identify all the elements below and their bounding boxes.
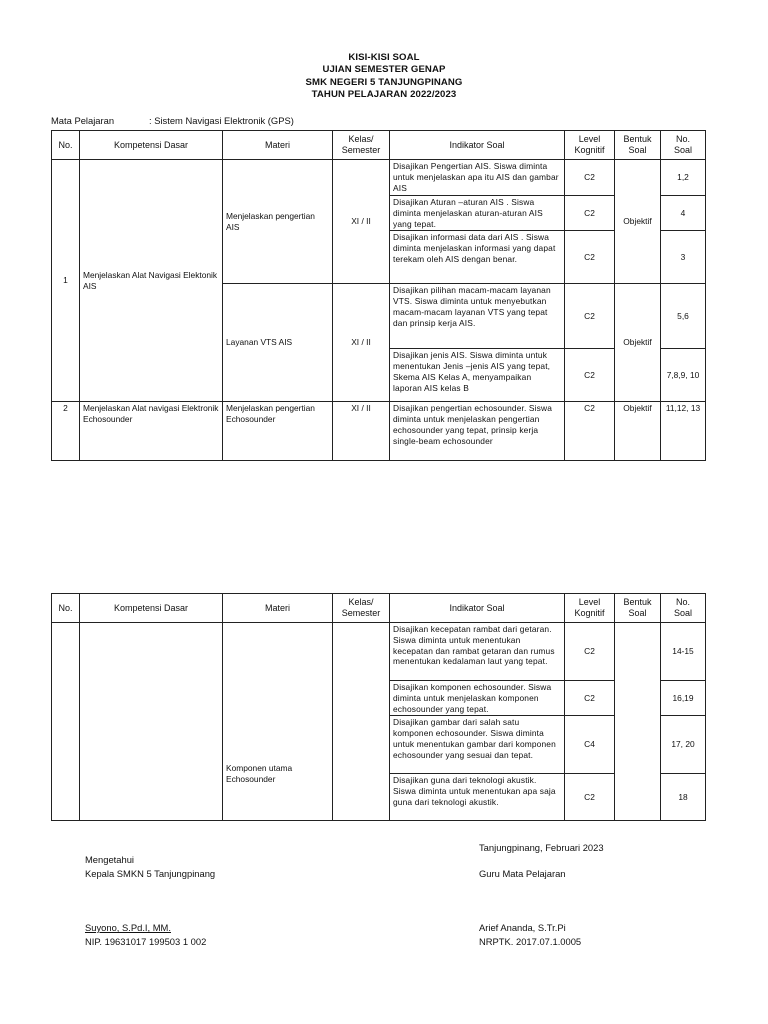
level-cell: C2: [565, 681, 615, 716]
no-soal-cell: 14-15: [661, 623, 706, 681]
level-cell: C2: [565, 402, 615, 461]
materi-cell: Menjelaskan pengertian Echosounder: [223, 402, 333, 461]
header-year: TAHUN PELAJARAN 2022/2023: [311, 89, 457, 101]
table-header-row: [52, 594, 706, 623]
col-bentuk: Bentuk Soal: [615, 131, 661, 160]
indikator-cell: Disajikan komponen echosounder. Siswa diminta untuk menjelaskan komponen echosounder yang tepat.: [390, 681, 565, 716]
no-soal-cell: 5,6: [661, 284, 706, 349]
level-cell: C2: [565, 231, 615, 284]
header-exam: UJIAN SEMESTER GENAP: [322, 64, 446, 76]
level-cell: C2: [565, 623, 615, 681]
header-title: KISI-KISI SOAL: [348, 52, 420, 63]
materi-cell: Layanan VTS AIS: [223, 284, 333, 402]
level-cell: C2: [565, 160, 615, 196]
row-number: 1: [52, 160, 80, 402]
subject-line: [51, 115, 294, 126]
col-materi: Materi: [223, 131, 333, 160]
no-soal-cell: 3: [661, 231, 706, 284]
table-row: [52, 402, 706, 461]
col-level: Level Kognitif: [565, 131, 615, 160]
col-bentuk: Bentuk Soal: [615, 594, 661, 623]
materi-cell: Komponen utama Echosounder: [223, 623, 333, 821]
col-kelas: Kelas/ Semester: [333, 131, 390, 160]
document-header: [0, 52, 768, 102]
col-kompetensi-dasar: Kompetensi Dasar: [80, 594, 223, 623]
kelas-cell: XI / II: [333, 284, 390, 402]
no-soal-cell: 17, 20: [661, 716, 706, 774]
materi-cell: Menjelaskan pengertian AIS: [223, 160, 333, 284]
kisi-table-2: [51, 593, 706, 821]
level-cell: C4: [565, 716, 615, 774]
bentuk-cell: Objektif: [615, 284, 661, 402]
col-level: Level Kognitif: [565, 594, 615, 623]
no-soal-cell: 18: [661, 774, 706, 821]
no-soal-cell: 7,8,9, 10: [661, 349, 706, 402]
indikator-cell: Disajikan kecepatan rambat dari getaran. Siswa diminta untuk menentukan kecepatan dan rambat getaran dan rumus menentukan kedalaman laut yang tepat.: [390, 623, 565, 681]
table-row: [52, 160, 706, 196]
place-date: Tanjungpinang, Februari 2023: [479, 842, 604, 853]
col-no-soal: No. Soal: [661, 131, 706, 160]
col-materi: Materi: [223, 594, 333, 623]
level-cell: C2: [565, 349, 615, 402]
no-soal-cell: 16,19: [661, 681, 706, 716]
table-row: [52, 623, 706, 681]
col-kelas: Kelas/ Semester: [333, 594, 390, 623]
kompetensi-dasar-cell: [80, 623, 223, 821]
bentuk-cell: [615, 623, 661, 821]
kisi-table-1: [51, 130, 706, 461]
indikator-cell: Disajikan Aturan –aturan AIS . Siswa diminta menjelaskan aturan-aturan AIS yang tepat.: [390, 196, 565, 231]
acknowledged-label: Mengetahui: [85, 854, 134, 865]
indikator-cell: Disajikan Pengertian AIS. Siswa diminta untuk menjelaskan apa itu AIS dan gambar AIS: [390, 160, 565, 196]
teacher-name: Arief Ananda, S.Tr.Pi: [479, 922, 566, 933]
col-kompetensi-dasar: Kompetensi Dasar: [80, 131, 223, 160]
indikator-cell: Disajikan guna dari teknologi akustik. Siswa diminta untuk menentukan apa saja guna dari teknologi akustik.: [390, 774, 565, 821]
kompetensi-dasar-cell: Menjelaskan Alat Navigasi Elektonik AIS: [80, 160, 223, 402]
level-cell: C2: [565, 284, 615, 349]
signature-right-name: [479, 921, 581, 949]
signature-left-name: [85, 921, 206, 949]
indikator-cell: Disajikan pengertian echosounder. Siswa diminta untuk menjelaskan pengertian echosounder yang tepat, prinsip kerja single-beam echosounder: [390, 402, 565, 461]
indikator-cell: Disajikan jenis AIS. Siswa diminta untuk menentukan Jenis –jenis AIS yang tepat, Skema AIS Kelas A, menyampaikan laporan AIS kelas B: [390, 349, 565, 402]
indikator-cell: Disajikan pilihan macam-macam layanan VTS. Siswa diminta untuk menyebutkan macam-macam layanan VTS yang tepat dan prinsip kerja AIS.: [390, 284, 565, 349]
no-soal-cell: 4: [661, 196, 706, 231]
indikator-cell: Disajikan gambar dari salah satu komponen echosounder. Siswa diminta untuk menentukan gambar dari komponen echosounder yang sesuai dan tepat.: [390, 716, 565, 774]
header-school: SMK NEGERI 5 TANJUNGPINANG: [305, 76, 463, 88]
table-header-row: [52, 131, 706, 160]
col-indikator: Indikator Soal: [390, 131, 565, 160]
kompetensi-dasar-cell: Menjelaskan Alat navigasi Elektronik Echosounder: [80, 402, 223, 461]
no-soal-cell: 1,2: [661, 160, 706, 196]
bentuk-cell: Objektif: [615, 160, 661, 284]
kelas-cell: XI / II: [333, 402, 390, 461]
subject-label: Mata Pelajaran: [51, 115, 115, 126]
principal-title: Kepala SMKN 5 Tanjungpinang: [85, 868, 216, 879]
col-no: No.: [52, 131, 80, 160]
col-no-soal: No. Soal: [661, 594, 706, 623]
kelas-cell: XI / II: [333, 160, 390, 284]
teacher-title: Guru Mata Pelajaran: [479, 868, 566, 879]
teacher-nrptk: NRPTK. 2017.07.1.0005: [479, 936, 582, 947]
subject-value: : Sistem Navigasi Elektronik (GPS): [149, 115, 294, 126]
no-soal-cell: 11,12, 13: [661, 402, 706, 461]
principal-nip: NIP. 19631017 199503 1 002: [85, 936, 207, 947]
signature-left-heading: [85, 853, 215, 881]
level-cell: C2: [565, 196, 615, 231]
bentuk-cell: Objektif: [615, 402, 661, 461]
row-number: [52, 623, 80, 821]
row-number: 2: [52, 402, 80, 461]
kelas-cell: [333, 623, 390, 821]
principal-name: Suyono, S.Pd.I, MM.: [85, 922, 171, 933]
indikator-cell: Disajikan informasi data dari AIS . Siswa diminta menjelaskan informasi yang dapat terekam oleh AIS dengan benar.: [390, 231, 565, 284]
level-cell: C2: [565, 774, 615, 821]
col-no: No.: [52, 594, 80, 623]
col-indikator: Indikator Soal: [390, 594, 565, 623]
